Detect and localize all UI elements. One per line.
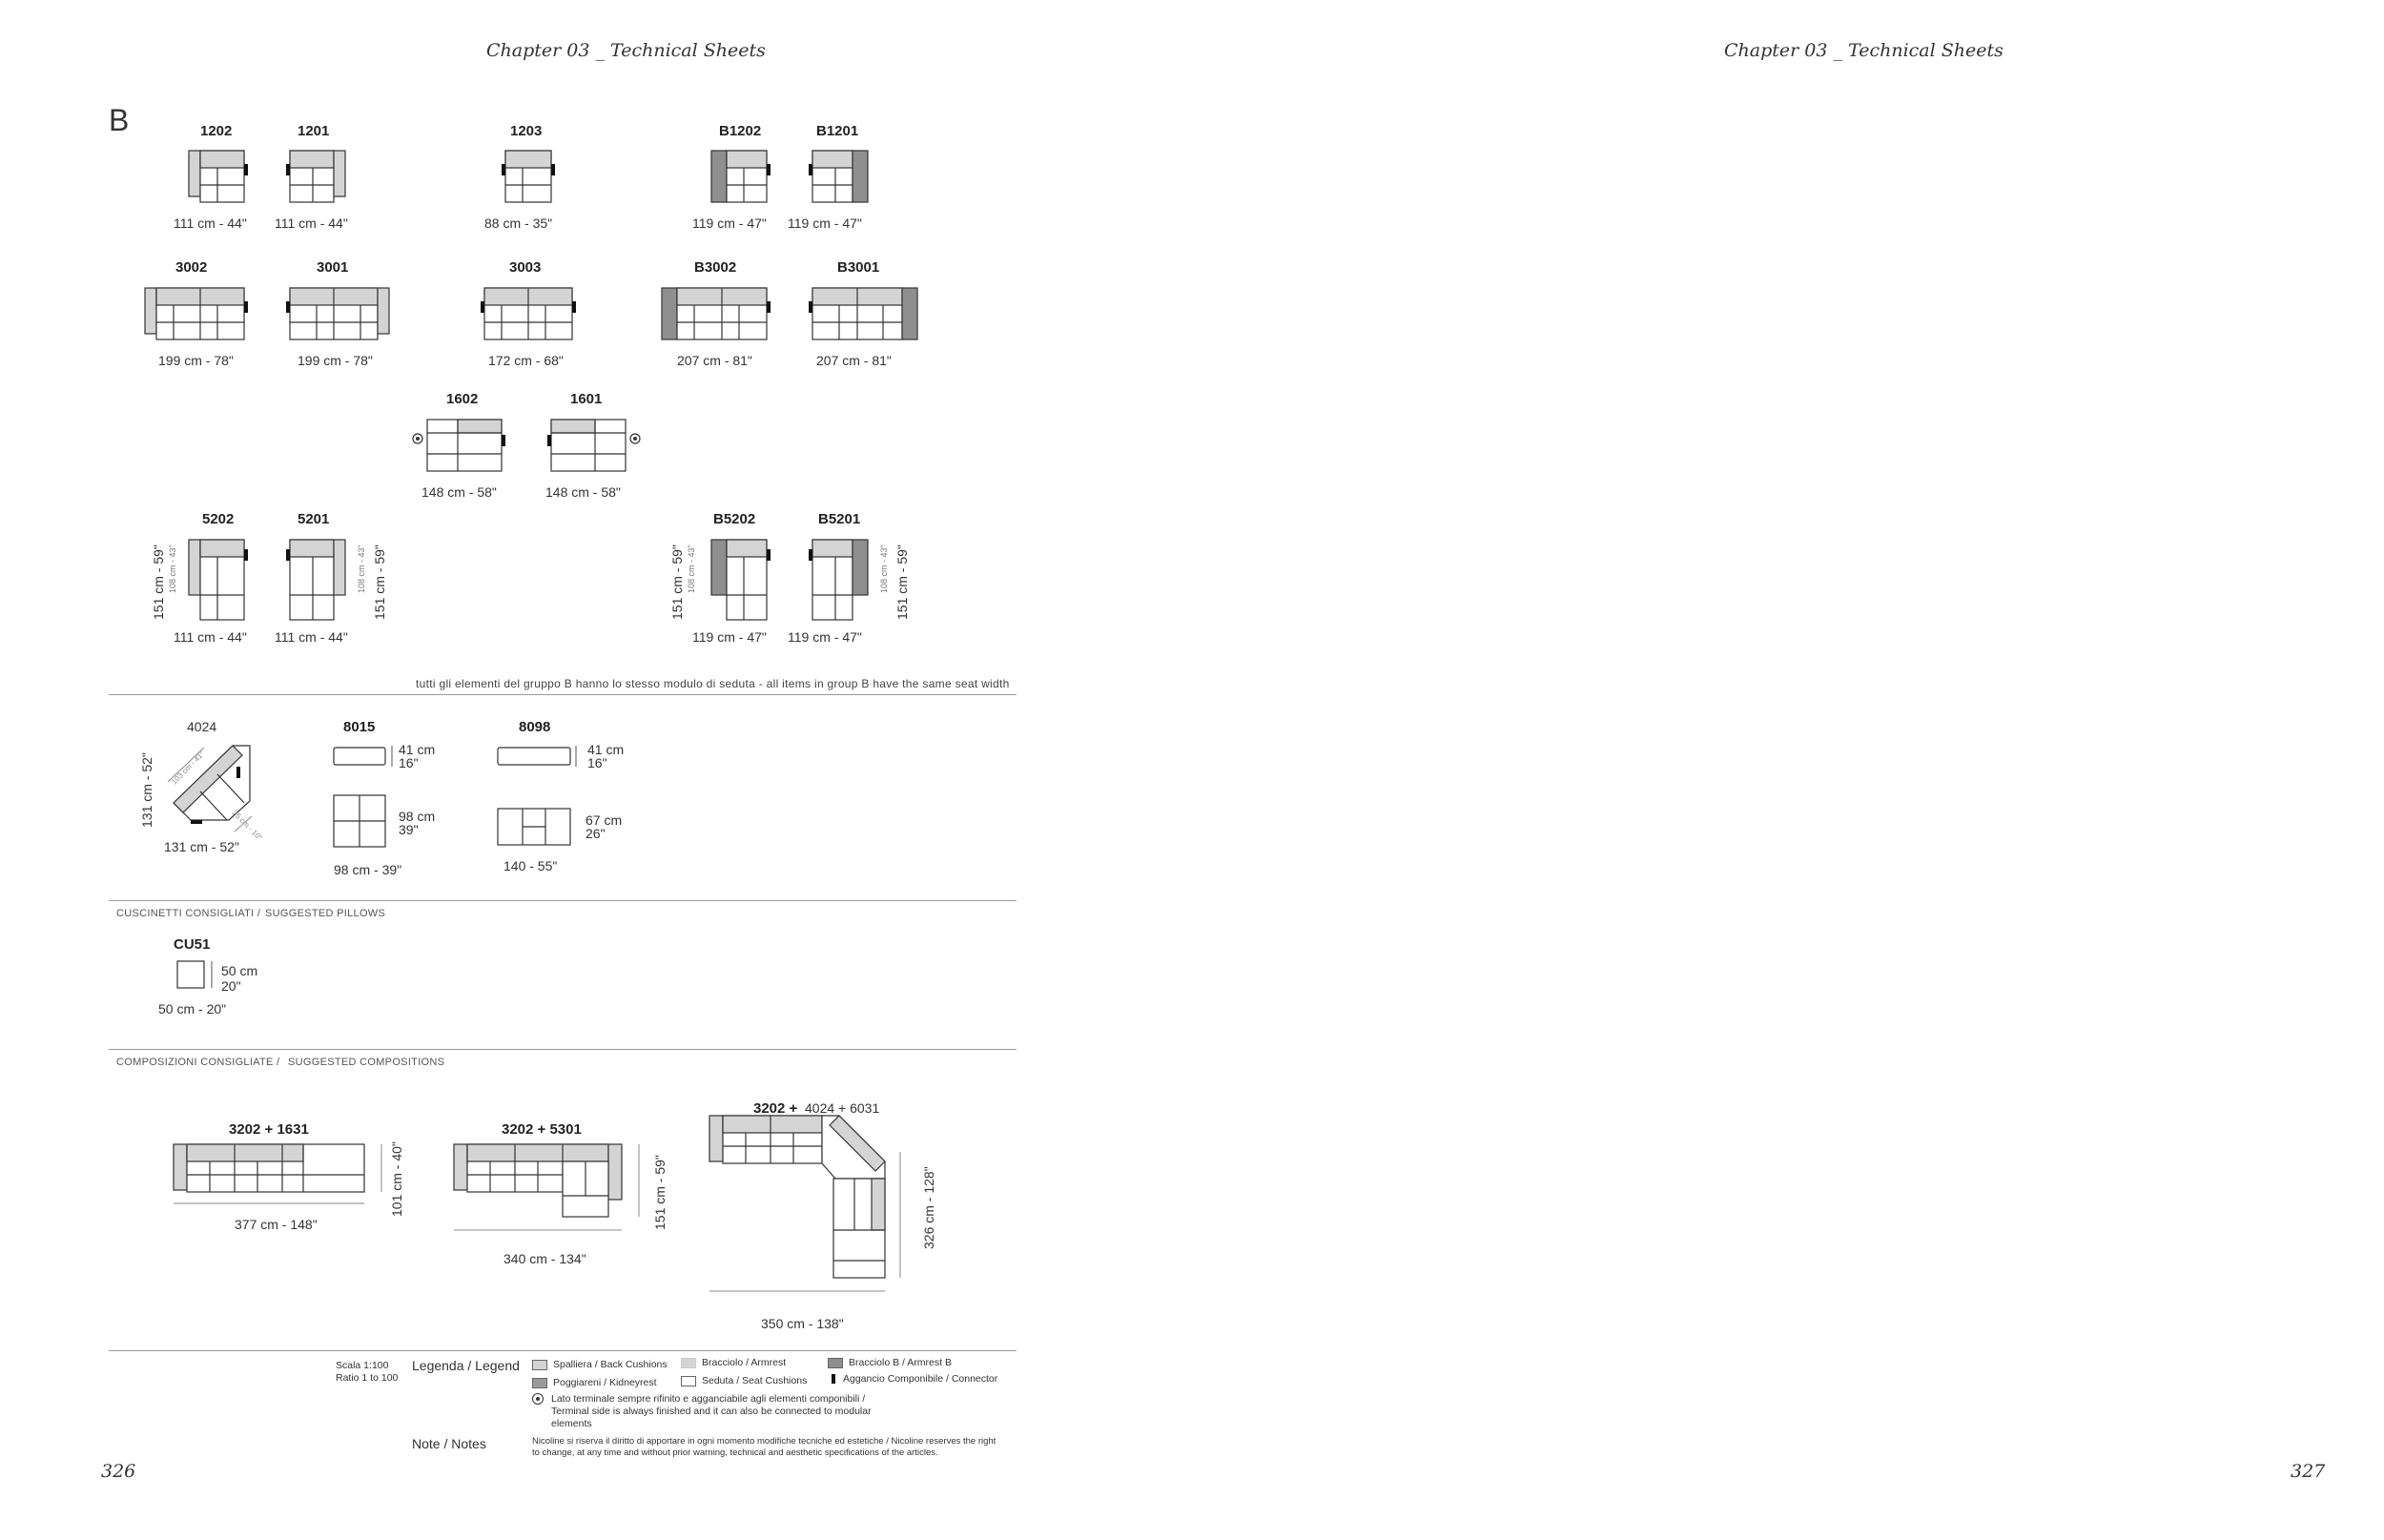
composition-code-b: 4024 + 6031 bbox=[805, 1100, 880, 1116]
element-code: B1202 bbox=[719, 123, 762, 139]
sofa-b1202-diagram bbox=[711, 151, 771, 202]
divider bbox=[109, 694, 1017, 695]
element-code: 1602 bbox=[446, 391, 479, 407]
divider bbox=[109, 900, 1017, 901]
page-number-right: 327 bbox=[2291, 1461, 2326, 1482]
compositions-title-it: COMPOSIZIONI CONSIGLIATE / bbox=[116, 1057, 280, 1068]
element-code: 3003 bbox=[509, 259, 542, 276]
element-dimension-small: 103 cm - 41" bbox=[170, 749, 207, 787]
element-code: 3001 bbox=[317, 259, 349, 276]
chapter-header-right: Chapter 03 _ Technical Sheets bbox=[1724, 40, 2004, 61]
element-dimension: 119 cm - 47" bbox=[692, 216, 767, 231]
element-code: 1202 bbox=[200, 123, 233, 139]
element-dimension: 172 cm - 68" bbox=[488, 353, 564, 368]
element-height: 41 cm bbox=[587, 742, 625, 757]
element-dimension: 111 cm - 44" bbox=[275, 216, 348, 231]
composition-depth: 101 cm - 40" bbox=[389, 1141, 404, 1217]
terminal-note-2: Terminal side is always finished and it can also be connected to modular bbox=[551, 1406, 872, 1417]
notes-title: Note / Notes bbox=[412, 1436, 486, 1451]
swatch-armrest bbox=[681, 1358, 696, 1368]
divider bbox=[109, 1350, 1017, 1351]
element-dimension: 111 cm - 44" bbox=[174, 629, 247, 645]
composition-width: 377 cm - 148" bbox=[235, 1217, 318, 1232]
composition-width: 340 cm - 134" bbox=[504, 1251, 586, 1266]
page-number-left: 326 bbox=[101, 1461, 136, 1482]
composition-code: 3202 + 5301 bbox=[502, 1121, 582, 1138]
element-height-in: 16" bbox=[399, 755, 419, 770]
sofa-b5202-diagram bbox=[711, 540, 771, 620]
element-dimension: 199 cm - 78" bbox=[298, 353, 373, 368]
element-dimension: 111 cm - 44" bbox=[174, 216, 247, 231]
scale-label: Scala 1:100 bbox=[336, 1360, 389, 1371]
pouf-8015-diagram bbox=[334, 746, 392, 847]
sofa-1602-diagram bbox=[413, 420, 505, 471]
element-depth: 151 cm - 59" bbox=[372, 544, 387, 620]
element-height: 41 cm bbox=[399, 742, 436, 757]
element-dimension: 140 - 55" bbox=[504, 858, 558, 873]
element-code: 4024 bbox=[187, 719, 217, 734]
sofa-5202-diagram bbox=[189, 540, 248, 620]
swatch-armrest-b bbox=[828, 1358, 843, 1368]
pillow-height: 50 cm bbox=[221, 963, 258, 978]
sofa-b1201-diagram bbox=[809, 151, 868, 202]
element-dimension-small: 25 cm - 10" bbox=[230, 809, 264, 843]
element-depth-in: 26" bbox=[586, 826, 606, 841]
element-depth-in: 39" bbox=[399, 822, 419, 837]
pillow-height-in: 20" bbox=[221, 978, 241, 994]
pillow-dimension: 50 cm - 20" bbox=[158, 1001, 227, 1016]
element-depth: 151 cm - 59" bbox=[669, 544, 685, 620]
composition-width: 350 cm - 138" bbox=[761, 1316, 844, 1331]
sofa-3001-diagram bbox=[286, 288, 389, 339]
section-letter: B bbox=[109, 103, 130, 137]
pillows-title-it: CUSCINETTI CONSIGLIATI / bbox=[116, 908, 261, 919]
element-dimension: 119 cm - 47" bbox=[692, 629, 767, 645]
sofa-1202-diagram bbox=[189, 151, 248, 202]
terminal-note-1: Lato terminale sempre rifinito e agganciabile agli elementi componibili / bbox=[551, 1393, 866, 1405]
element-code: 5202 bbox=[202, 511, 235, 527]
element-dimension: 111 cm - 44" bbox=[275, 629, 348, 645]
element-code: 8015 bbox=[343, 719, 376, 735]
sofa-b3001-diagram bbox=[809, 288, 917, 339]
element-code: 3002 bbox=[175, 259, 208, 276]
composition-code-a: 3202 + bbox=[753, 1100, 798, 1117]
sofa-1203-diagram bbox=[502, 151, 555, 202]
element-depth-small: 108 cm - 43" bbox=[168, 544, 177, 593]
element-code: B5201 bbox=[818, 511, 861, 527]
pillow-cu51-diagram bbox=[177, 961, 212, 988]
element-depth-small: 108 cm - 43" bbox=[687, 544, 696, 593]
element-dimension: 148 cm - 58" bbox=[545, 484, 621, 500]
composition-1-diagram bbox=[174, 1144, 381, 1203]
element-code: 1601 bbox=[570, 391, 603, 407]
element-dimension: 119 cm - 47" bbox=[788, 216, 862, 231]
swatch-back bbox=[532, 1360, 547, 1370]
terminal-side-icon bbox=[532, 1393, 544, 1405]
element-code: 8098 bbox=[519, 719, 551, 735]
element-dimension: 207 cm - 81" bbox=[816, 353, 892, 368]
sofa-b3002-diagram bbox=[662, 288, 771, 339]
composition-depth: 151 cm - 59" bbox=[652, 1155, 668, 1230]
element-depth: 131 cm - 52" bbox=[139, 752, 154, 828]
terminal-side-icon-dot bbox=[536, 1397, 540, 1401]
notes-text-1: Nicoline si riserva il diritto di apportare in ogni momento modifiche tecniche ed estetiche / Nicoline reserves the right bbox=[532, 1436, 997, 1447]
scale-label-en: Ratio 1 to 100 bbox=[336, 1372, 399, 1384]
element-dimension: 131 cm - 52" bbox=[164, 839, 239, 854]
element-dimension: 207 cm - 81" bbox=[677, 353, 752, 368]
chapter-header-left: Chapter 03 _ Technical Sheets bbox=[486, 40, 766, 61]
sofa-b5201-diagram bbox=[809, 540, 868, 620]
element-depth-small: 108 cm - 43" bbox=[879, 544, 889, 593]
notes-text-2: to change, at any time and without prior warning, technical and aesthetic specifications of the articles. bbox=[532, 1448, 938, 1458]
element-dimension: 98 cm - 39" bbox=[334, 862, 402, 877]
element-code: B3002 bbox=[694, 259, 737, 276]
sofa-1201-diagram bbox=[286, 151, 345, 202]
element-depth: 67 cm bbox=[586, 812, 623, 828]
legend-item-kidneyrest: Poggiareni / Kidneyrest bbox=[532, 1377, 657, 1388]
element-depth: 151 cm - 59" bbox=[894, 544, 910, 620]
legend-item-armrest-b: Bracciolo B / Armrest B bbox=[828, 1357, 952, 1368]
legend-item-seat-cushions: Seduta / Seat Cushions bbox=[681, 1375, 807, 1386]
legend-item-back-cushions: Spalliera / Back Cushions bbox=[532, 1359, 668, 1370]
composition-2-diagram bbox=[454, 1144, 639, 1230]
legend-item-armrest: Bracciolo / Armrest bbox=[681, 1357, 786, 1368]
element-height-in: 16" bbox=[587, 755, 607, 770]
element-dimension: 199 cm - 78" bbox=[158, 353, 234, 368]
connector-icon bbox=[832, 1374, 835, 1384]
group-note: tutti gli elementi del gruppo B hanno lo stesso modulo di seduta - all items in group B have the same seat width bbox=[416, 677, 1010, 690]
pouf-8098-diagram bbox=[498, 746, 576, 845]
swatch-kidneyrest bbox=[532, 1378, 547, 1388]
sofa-1601-diagram bbox=[547, 420, 640, 471]
divider bbox=[109, 1049, 1017, 1050]
element-code: B3001 bbox=[837, 259, 880, 276]
legend-item-connector: Aggancio Componibile / Connector bbox=[828, 1373, 997, 1385]
legend-title: Legenda / Legend bbox=[412, 1358, 520, 1373]
sofa-3003-diagram bbox=[481, 288, 576, 339]
sofa-5201-diagram bbox=[286, 540, 345, 620]
composition-depth: 326 cm - 128" bbox=[921, 1166, 936, 1249]
compositions-title-en: SUGGESTED COMPOSITIONS bbox=[288, 1057, 445, 1068]
element-dimension: 88 cm - 35" bbox=[484, 216, 553, 231]
composition-code: 3202 + 1631 bbox=[229, 1121, 309, 1138]
element-dimension: 119 cm - 47" bbox=[788, 629, 862, 645]
composition-3-diagram bbox=[709, 1116, 900, 1291]
sofa-3002-diagram bbox=[145, 288, 248, 339]
element-code: 1203 bbox=[510, 123, 543, 139]
element-code: B5202 bbox=[713, 511, 756, 527]
element-code: B1201 bbox=[816, 123, 859, 139]
pillow-code: CU51 bbox=[174, 936, 211, 953]
element-code: 1201 bbox=[298, 123, 330, 139]
element-depth: 98 cm bbox=[399, 809, 436, 824]
element-dimension: 148 cm - 58" bbox=[421, 484, 497, 500]
element-depth: 151 cm - 59" bbox=[151, 544, 166, 620]
swatch-seat bbox=[681, 1376, 696, 1386]
terminal-note-3: elements bbox=[551, 1418, 592, 1429]
pillows-title-en: SUGGESTED PILLOWS bbox=[265, 908, 386, 919]
element-code: 5201 bbox=[298, 511, 330, 527]
element-depth-small: 108 cm - 43" bbox=[357, 544, 366, 593]
